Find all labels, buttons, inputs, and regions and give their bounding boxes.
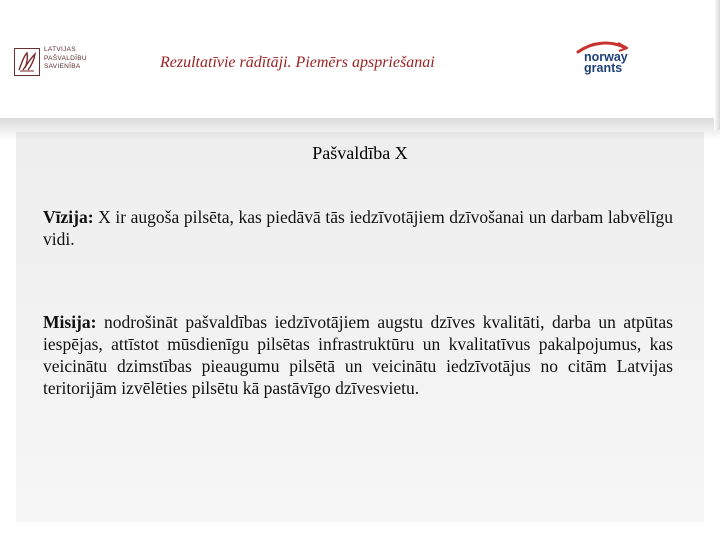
norway-grants-line: grants bbox=[584, 61, 623, 75]
vision-text: X ir augoša pilsēta, kas piedāvā tās iedzīvotājiem dzīvošanai un darbam labvēlīgu vidi. bbox=[43, 207, 673, 249]
norway-grants-logo bbox=[574, 40, 644, 84]
municipality-heading: Pašvaldība X bbox=[312, 143, 408, 163]
lps-logo-line: SAVIENĪBA bbox=[44, 63, 81, 70]
lps-logo-line: LATVIJAS bbox=[44, 46, 76, 53]
lps-emblem-icon bbox=[14, 48, 40, 76]
slide-title: Rezultatīvie rādītāji. Piemērs apspriešanai bbox=[160, 54, 435, 71]
bottom-strip bbox=[0, 522, 720, 540]
norway-grants-text bbox=[584, 52, 628, 74]
latvian-municipalities-logo bbox=[14, 46, 92, 80]
vision-label: Vīzija: bbox=[43, 207, 94, 227]
header-edge bbox=[714, 0, 720, 130]
norway-grants-line: norway bbox=[584, 50, 628, 64]
vision-paragraph bbox=[43, 206, 673, 250]
mission-text: nodrošināt pašvaldības iedzīvotājiem augstu dzīves kvalitāti, darba un atpūtas iespējas, attīstot mūsdienīgu pilsētas infrastruktūru un kvalitatīvus pakalpojumus, kas veicinātu dzimstības pieaugumu pilsētā un veicinātu iedzīvotājus no citām Latvijas teritorijām izvēlēties pilsētu kā pastāvīgo dzīvesvietu. bbox=[43, 312, 673, 398]
mission-label: Misija: bbox=[43, 312, 97, 332]
lps-logo-line: PAŠVALDĪBU bbox=[44, 54, 87, 62]
mission-paragraph bbox=[43, 311, 673, 399]
lps-logo-text bbox=[44, 46, 87, 72]
header-shadow bbox=[0, 118, 720, 140]
